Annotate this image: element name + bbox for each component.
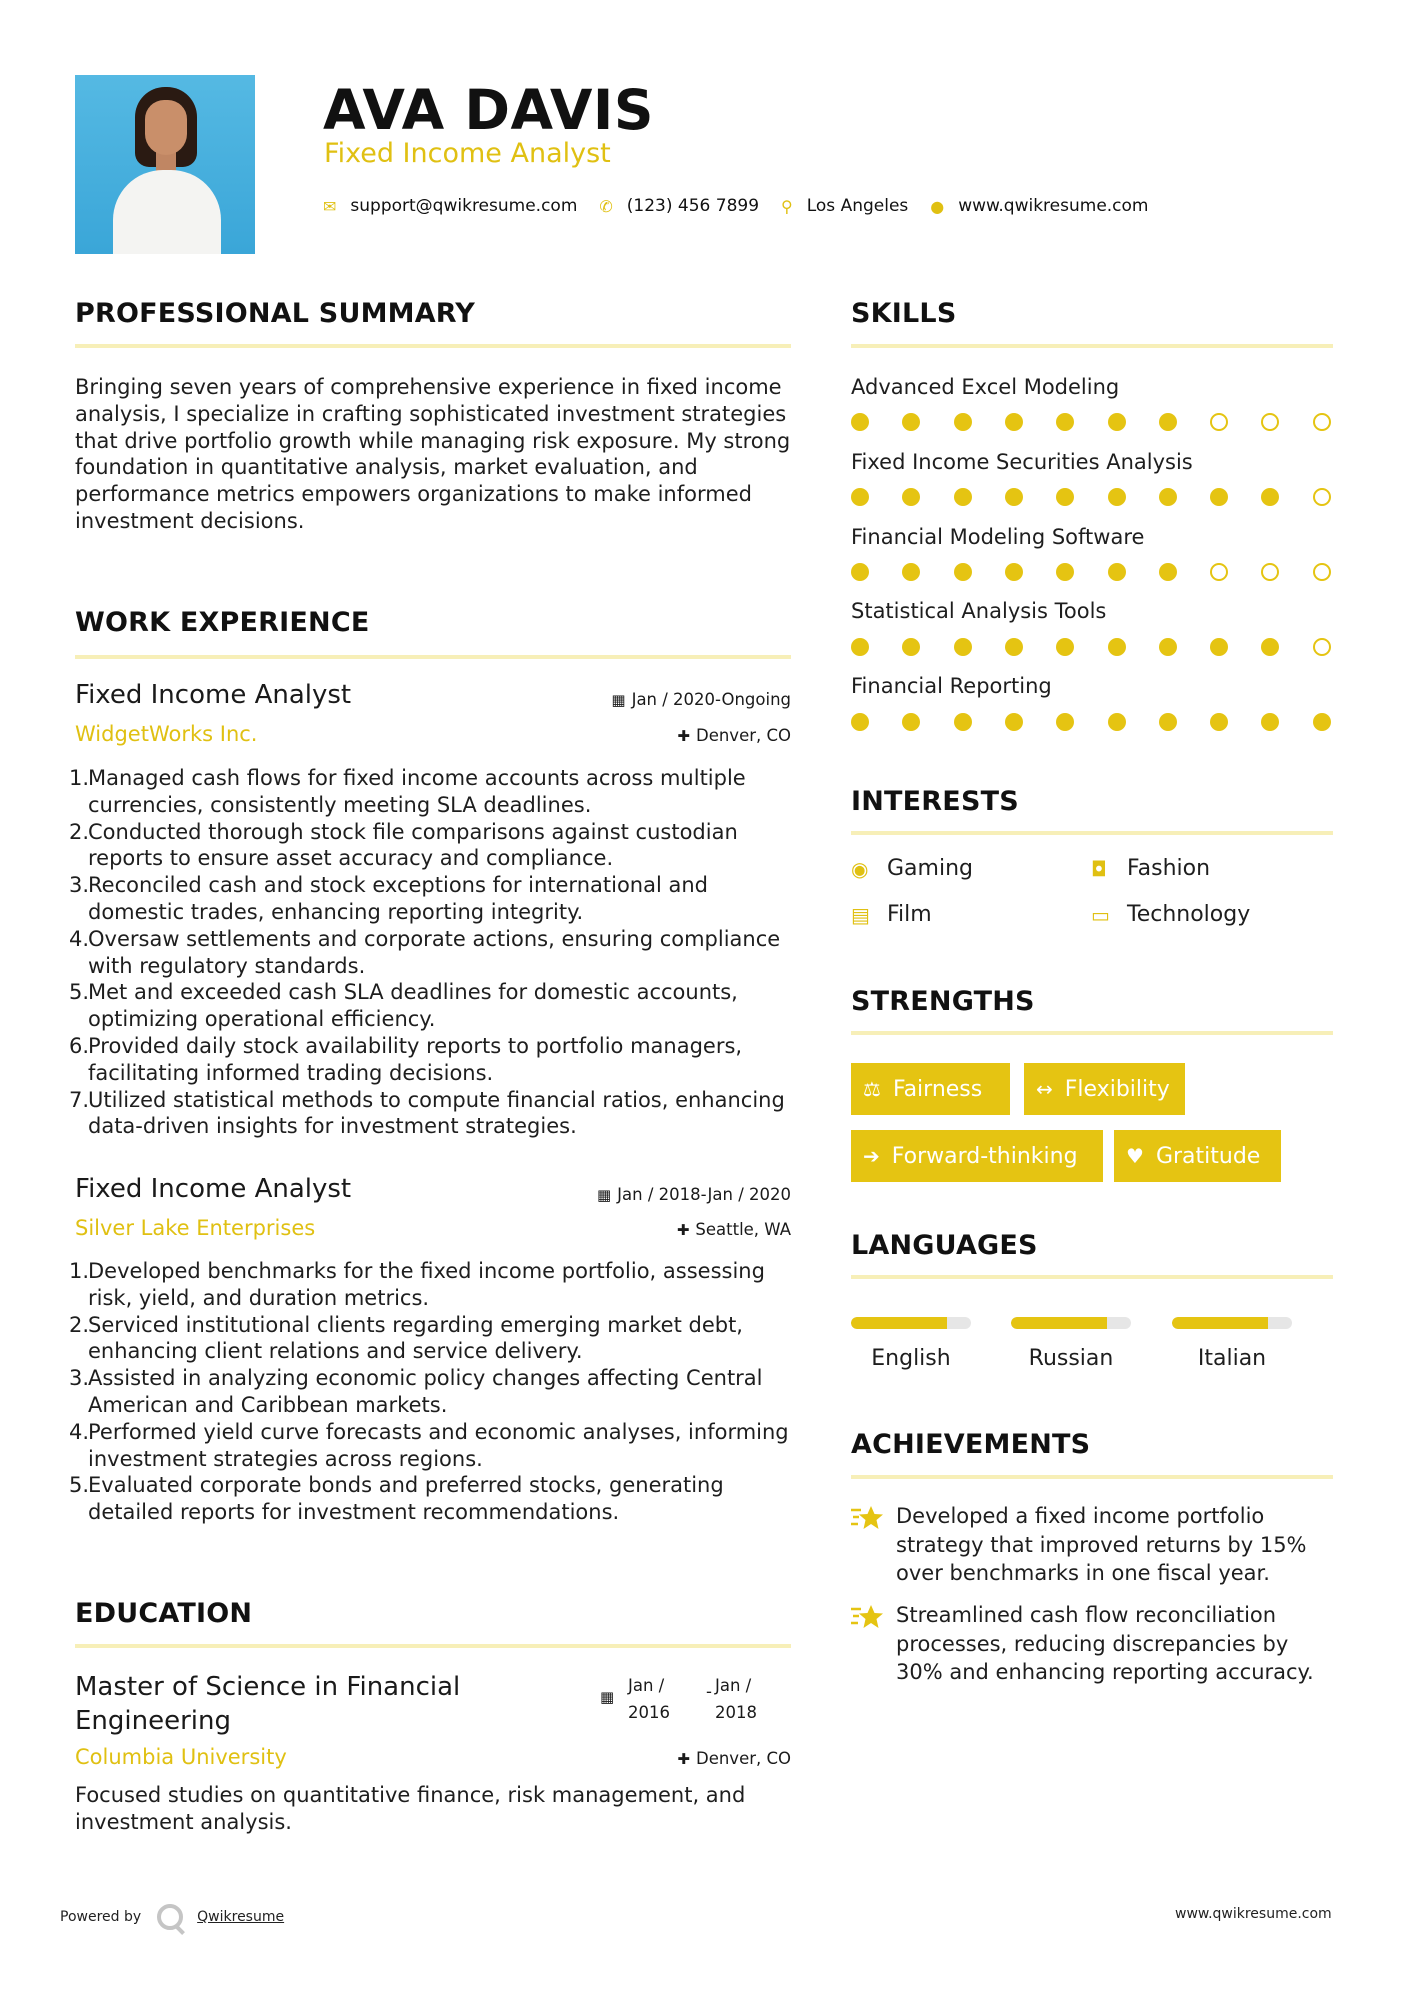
skill-dot xyxy=(1210,413,1228,431)
skill-dot xyxy=(1108,488,1126,506)
job-title: Fixed Income Analyst xyxy=(75,680,352,710)
skill-dot xyxy=(1313,563,1331,581)
summary-heading: PROFESSIONAL SUMMARY xyxy=(75,298,476,329)
skill-dot xyxy=(1210,713,1228,731)
skill-dot xyxy=(954,488,972,506)
list-item: 6. Provided daily stock availability reports to portfolio managers, facilitating informed trading decisions. xyxy=(69,1033,743,1085)
language-level-fill xyxy=(1172,1317,1268,1329)
skill-dot xyxy=(1261,563,1279,581)
envelope-icon: ✉ xyxy=(323,196,337,216)
interest-item: ▭ Technology xyxy=(1091,902,1251,927)
skill-dot xyxy=(1108,413,1126,431)
pin-icon: ✚ xyxy=(677,727,690,745)
skill-rating xyxy=(851,713,1321,731)
powered-by-label: Powered by xyxy=(60,1909,142,1925)
skill-name: Statistical Analysis Tools xyxy=(851,599,1107,623)
skill-dot xyxy=(851,713,869,731)
achievements-heading: ACHIEVEMENTS xyxy=(851,1429,1091,1460)
candidate-title: Fixed Income Analyst xyxy=(324,138,611,169)
skill-dot xyxy=(1210,563,1228,581)
language-level-fill xyxy=(1011,1317,1107,1329)
language-name: Italian xyxy=(1197,1346,1267,1371)
pin-icon: ✚ xyxy=(676,1221,690,1239)
list-item: 7. Utilized statistical methods to compute financial ratios, enhancing data-driven insights for investment strategies. xyxy=(69,1087,785,1139)
brand-link[interactable]: Qwikresume xyxy=(197,1909,285,1925)
skill-dot xyxy=(1005,713,1023,731)
skill-name: Financial Modeling Software xyxy=(851,525,1145,549)
powered-by xyxy=(60,1904,284,1930)
skill-dot xyxy=(1108,713,1126,731)
skill-dot xyxy=(902,713,920,731)
arrow-right-icon: ➔ xyxy=(863,1144,880,1168)
strengths-rule xyxy=(851,1031,1333,1035)
job-dates: ▦ Jan / 2018-Jan / 2020 xyxy=(596,1185,791,1204)
interests-rule xyxy=(851,831,1333,835)
job-title: Fixed Income Analyst xyxy=(75,1174,352,1204)
skill-dot xyxy=(1005,638,1023,656)
strength-chip: ➔ Forward-thinking xyxy=(851,1130,1103,1182)
contact-phone[interactable]: (123) 456 7899 xyxy=(626,196,760,216)
interest-item: ◘ Fashion xyxy=(1091,856,1211,881)
skill-dot xyxy=(1056,638,1074,656)
interest-item: ◉ Gaming xyxy=(851,856,973,881)
list-item: 5. Met and exceeded cash SLA deadlines for domestic accounts, optimizing operational efficiency. xyxy=(69,980,738,1032)
calendar-icon: ▦ xyxy=(600,1688,615,1706)
skill-dot xyxy=(1313,713,1331,731)
skill-dot xyxy=(1108,563,1126,581)
shopping-bag-icon: ◘ xyxy=(1091,856,1107,881)
list-item: 5. Evaluated corporate bonds and preferred stocks, generating detailed reports for investment recommendations. xyxy=(69,1473,724,1525)
interests-heading: INTERESTS xyxy=(851,786,1019,817)
balance-scale-icon: ⚖ xyxy=(863,1077,881,1101)
qwikresume-logo-icon xyxy=(157,1904,183,1930)
skill-dot xyxy=(1210,638,1228,656)
skill-dot xyxy=(851,488,869,506)
language-name: English xyxy=(871,1346,951,1371)
skill-dot xyxy=(1159,638,1177,656)
skill-dot xyxy=(1159,713,1177,731)
job-location: ✚ Denver, CO xyxy=(677,726,791,745)
skill-dot xyxy=(954,413,972,431)
profile-photo xyxy=(75,75,255,254)
school-name: Columbia University xyxy=(75,1745,287,1769)
skills-rule xyxy=(851,344,1333,348)
skill-dot xyxy=(1005,413,1023,431)
skill-name: Advanced Excel Modeling xyxy=(851,375,1120,399)
list-item: 3. Reconciled cash and stock exceptions for international and domestic trades, enhancing reporting integrity. xyxy=(69,873,708,924)
job-dates: ▦ Jan / 2020-Ongoing xyxy=(611,690,791,709)
contact-bar xyxy=(323,196,1171,216)
skill-dot xyxy=(851,563,869,581)
summary-rule xyxy=(75,344,791,348)
job-company: WidgetWorks Inc. xyxy=(75,722,258,746)
education-location: ✚ Denver, CO xyxy=(677,1749,791,1768)
list-item: 4. Oversaw settlements and corporate actions, ensuring compliance with regulatory standards. xyxy=(69,926,781,978)
globe-icon: ● xyxy=(930,196,945,216)
calendar-icon: ▦ xyxy=(596,1186,612,1204)
language-level-bar xyxy=(851,1317,971,1329)
star-award-icon xyxy=(850,1603,884,1633)
skill-dot xyxy=(1261,413,1279,431)
strength-chip: ⚖ Fairness xyxy=(851,1063,1010,1115)
list-item: 4. Performed yield curve forecasts and economic analyses, informing investment strategies across regions. xyxy=(69,1419,789,1471)
interest-item: ▤ Film xyxy=(851,902,932,927)
skills-heading: SKILLS xyxy=(851,298,957,329)
skill-rating xyxy=(851,563,1321,581)
skill-dot xyxy=(1313,413,1331,431)
skill-dot xyxy=(1313,488,1331,506)
education-description: Focused studies on quantitative finance, risk management, and investment analysis. xyxy=(75,1783,746,1834)
experience-rule xyxy=(75,655,791,659)
skill-dot xyxy=(902,563,920,581)
languages-heading: LANGUAGES xyxy=(851,1230,1038,1261)
skill-dot xyxy=(1056,713,1074,731)
footer-url[interactable]: www.qwikresume.com xyxy=(1175,1906,1332,1922)
strengths-heading: STRENGTHS xyxy=(851,986,1035,1017)
contact-email[interactable]: support@qwikresume.com xyxy=(350,196,578,216)
job-bullets xyxy=(69,1258,799,1526)
skill-dot xyxy=(1056,413,1074,431)
language-name: Russian xyxy=(1028,1346,1114,1371)
language-level-bar xyxy=(1011,1317,1131,1329)
skill-dot xyxy=(902,638,920,656)
skill-dot xyxy=(1159,563,1177,581)
experience-heading: WORK EXPERIENCE xyxy=(75,607,370,638)
job-location: ✚ Seattle, WA xyxy=(676,1220,791,1239)
language-level-bar xyxy=(1172,1317,1292,1329)
skill-dot xyxy=(954,563,972,581)
skill-name: Fixed Income Securities Analysis xyxy=(851,450,1193,474)
candidate-name: AVA DAVIS xyxy=(323,78,655,142)
language-level-fill xyxy=(851,1317,947,1329)
achievements-rule xyxy=(851,1475,1333,1479)
skill-dot xyxy=(1056,563,1074,581)
skill-dot xyxy=(851,638,869,656)
heart-icon: ♥ xyxy=(1126,1144,1144,1168)
languages-rule xyxy=(851,1275,1333,1279)
achievement-text: Developed a fixed income portfolio strategy that improved returns by 15% over benchmarks in one fiscal year. xyxy=(896,1504,1307,1585)
skill-dot xyxy=(1108,638,1126,656)
skill-dot xyxy=(1005,563,1023,581)
skill-dot xyxy=(954,638,972,656)
skill-dot xyxy=(1159,488,1177,506)
skill-dot xyxy=(1159,413,1177,431)
degree-title: Master of Science in Financial Engineering xyxy=(75,1672,461,1736)
skill-rating xyxy=(851,413,1321,431)
summary-text: Bringing seven years of comprehensive experience in fixed income analysis, I specialize in crafting sophisticated investment strategies that drive portfolio growth while managing risk exposure. My strong foundation in quantitative analysis, market evaluation, and performance metrics empowers organizations to make informed investment decisions. xyxy=(75,375,791,533)
skill-rating xyxy=(851,488,1321,506)
skill-dot xyxy=(1261,638,1279,656)
education-rule xyxy=(75,1644,791,1648)
skill-dot xyxy=(1210,488,1228,506)
skill-dot xyxy=(902,488,920,506)
education-heading: EDUCATION xyxy=(75,1598,253,1629)
list-item: 1. Managed cash flows for fixed income accounts across multiple currencies, consistently meeting SLA deadlines. xyxy=(69,766,746,817)
list-item: 3. Assisted in analyzing economic policy changes affecting Central American and Caribbean markets. xyxy=(69,1366,763,1417)
skill-dot xyxy=(1005,488,1023,506)
skill-name: Financial Reporting xyxy=(851,674,1052,698)
map-marker-icon: ⚲ xyxy=(781,196,793,216)
list-item: 2. Serviced institutional clients regarding emerging market debt, enhancing client relations and service delivery. xyxy=(69,1312,743,1364)
star-award-icon xyxy=(850,1504,884,1534)
list-item: 2. Conducted thorough stock file comparisons against custodian reports to ensure asset accuracy and compliance. xyxy=(69,819,738,871)
skill-dot xyxy=(1261,488,1279,506)
phone-icon: ✆ xyxy=(599,196,613,216)
skill-dot xyxy=(1313,638,1331,656)
skill-dot xyxy=(851,413,869,431)
strength-chip: ↔ Flexibility xyxy=(1024,1063,1185,1115)
skill-dot xyxy=(902,413,920,431)
job-company: Silver Lake Enterprises xyxy=(75,1216,316,1240)
arrows-horizontal-icon: ↔ xyxy=(1036,1077,1053,1101)
gamepad-icon: ◉ xyxy=(851,856,869,881)
skill-dot xyxy=(954,713,972,731)
film-icon: ▤ xyxy=(851,902,870,927)
pin-icon: ✚ xyxy=(677,1750,690,1768)
calendar-icon: ▦ xyxy=(611,691,626,709)
achievement-text: Streamlined cash flow reconciliation processes, reducing discrepancies by 30% and enhancing reporting accuracy. xyxy=(896,1603,1314,1684)
skill-dot xyxy=(1056,488,1074,506)
contact-website[interactable]: www.qwikresume.com xyxy=(958,196,1149,216)
list-item: 1. Developed benchmarks for the fixed income portfolio, assessing risk, yield, and duration metrics. xyxy=(69,1259,765,1310)
skill-dot xyxy=(1261,713,1279,731)
strength-chip: ♥ Gratitude xyxy=(1114,1130,1281,1182)
laptop-icon: ▭ xyxy=(1091,902,1110,927)
job-bullets xyxy=(69,765,799,1140)
skill-rating xyxy=(851,638,1321,656)
contact-location: Los Angeles xyxy=(806,196,909,216)
